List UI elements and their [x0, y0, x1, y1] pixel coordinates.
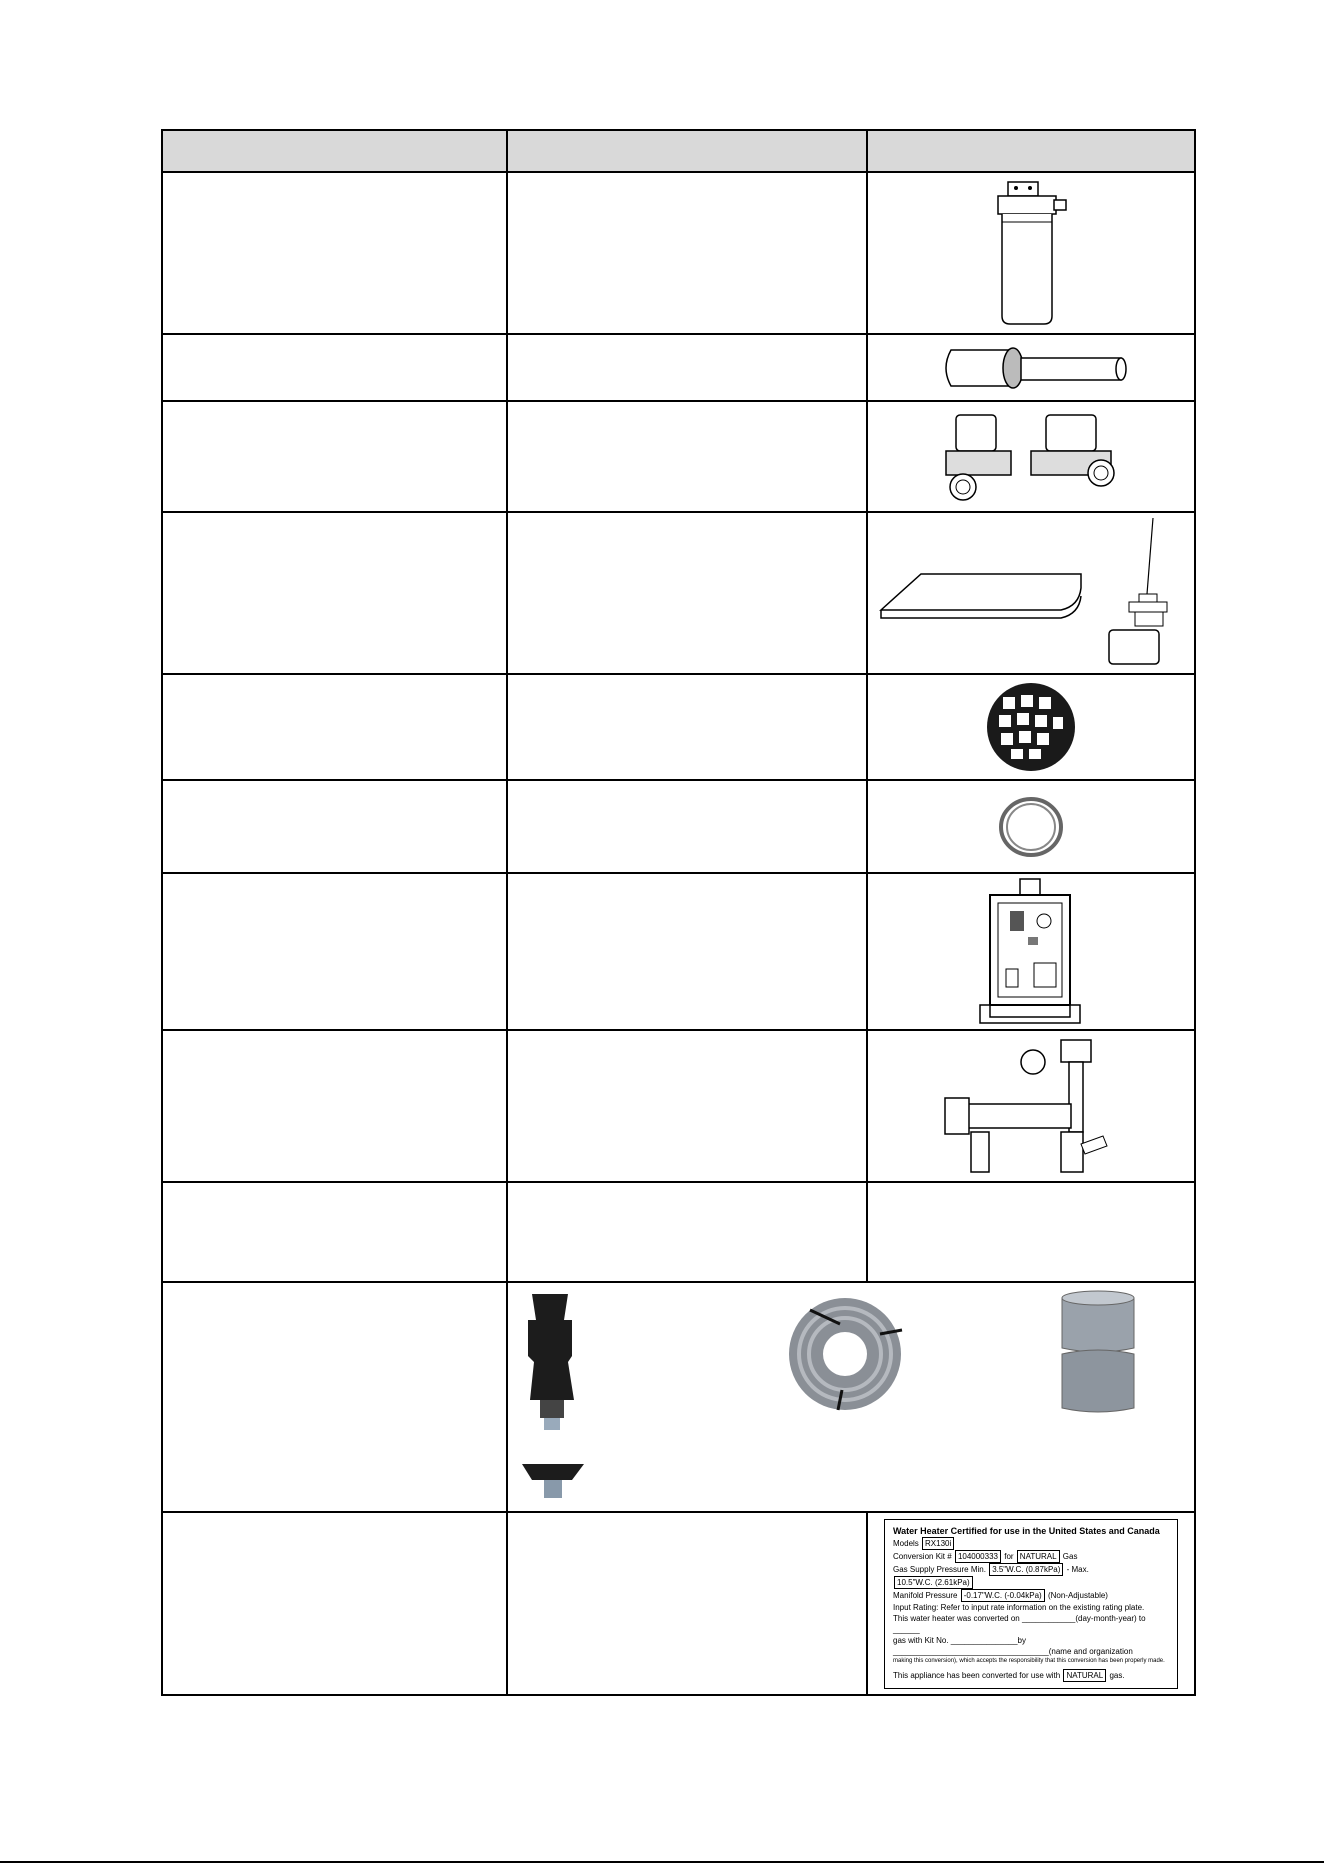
item-cell [162, 873, 507, 1030]
image-cell [867, 334, 1195, 401]
table-header-row [162, 130, 1195, 172]
description-cell [507, 512, 867, 674]
conversion-label-image [868, 1519, 1194, 1689]
converted-for-post: gas. [1109, 1670, 1125, 1680]
item-cell [162, 334, 507, 401]
image-cell [867, 1512, 1195, 1695]
image-cell [867, 1030, 1195, 1182]
label-supply-line [893, 1563, 1169, 1589]
item-cell [162, 172, 507, 334]
parts-table-sheet [161, 129, 1194, 1696]
models-label: Models [893, 1538, 919, 1548]
min-label: Min. [970, 1564, 986, 1574]
manifold-value: -0.17"W.C. (-0.04kPa) [961, 1589, 1045, 1602]
image-cell [867, 172, 1195, 334]
manifold-label: Manifold Pressure [893, 1590, 958, 1600]
strainer-illustration [868, 340, 1194, 396]
min-value: 3.5"W.C. (0.87kPa) [989, 1563, 1063, 1576]
table-row [162, 780, 1195, 873]
description-cell [507, 172, 867, 334]
header-cell-1 [162, 130, 507, 172]
vent-coupler-illustration [1048, 1288, 1148, 1422]
table-row [162, 1030, 1195, 1182]
description-cell [507, 1512, 867, 1695]
item-cell [162, 512, 507, 674]
converted-for-gas: NATURAL [1063, 1669, 1106, 1682]
header-cell-3 [867, 130, 1195, 172]
table-row [162, 873, 1195, 1030]
item-cell [162, 1512, 507, 1695]
converted-for-pre: This appliance has been converted for use with [893, 1670, 1061, 1680]
table-row [162, 1182, 1195, 1282]
converted-for-line [893, 1669, 1169, 1682]
image-cell [867, 512, 1195, 674]
supply-label: Gas Supply Pressure [893, 1564, 969, 1574]
kit-label: Conversion Kit # [893, 1551, 952, 1561]
converted-on-line: This water heater was converted on ____________(day-month-year) to ______ [893, 1613, 1146, 1634]
wire-coil-illustration [868, 792, 1194, 862]
item-cell [162, 401, 507, 512]
description-cell [507, 780, 867, 873]
vent-hose-coil-illustration [780, 1294, 910, 1414]
description-cell [507, 1182, 867, 1282]
item-cell [162, 1282, 507, 1512]
models-value: RX130i [922, 1537, 954, 1550]
label-kit-line [893, 1550, 1169, 1563]
image-cell [867, 780, 1195, 873]
input-rating-line: Input Rating: Refer to input rate information on the existing rating plate. [893, 1602, 1145, 1612]
image-cell [867, 1182, 1195, 1282]
description-cell [507, 674, 867, 780]
grille-cap-illustration [868, 677, 1194, 777]
non-adjustable-note: (Non-Adjustable) [1047, 1590, 1108, 1600]
vent-terminal-illustration [518, 1290, 588, 1504]
table-row [162, 1512, 1195, 1695]
table-row [162, 674, 1195, 780]
image-cell [867, 674, 1195, 780]
vent-parts-cell [507, 1282, 1195, 1512]
table-row [162, 172, 1195, 334]
solenoid-valves-illustration [868, 407, 1194, 507]
item-cell [162, 1182, 507, 1282]
conversion-label-plate [884, 1519, 1178, 1689]
label-models-line [893, 1537, 1169, 1550]
kit-value: 104000333 [955, 1550, 1001, 1563]
item-cell [162, 1030, 507, 1182]
label-title: Water Heater Certified for use in the United States and Canada [893, 1525, 1160, 1536]
responsibility-line: making this conversion), which accepts the responsibility that this conversion has been properly made. [893, 1657, 1165, 1664]
valve-assembly-illustration [868, 1032, 1194, 1180]
item-cell [162, 780, 507, 873]
max-label: - Max. [1066, 1564, 1089, 1574]
item-cell [162, 674, 507, 780]
description-cell [507, 1030, 867, 1182]
footer-rule [0, 1861, 1324, 1863]
parts-table [161, 129, 1196, 1696]
header-cell-2 [507, 130, 867, 172]
for-label: for [1004, 1551, 1014, 1561]
drain-pan-illustration [868, 514, 1194, 672]
max-value: 10.5"W.C. (2.61kPa) [894, 1576, 973, 1589]
table-row [162, 512, 1195, 674]
gas-label: Gas [1062, 1551, 1078, 1561]
image-cell [867, 401, 1195, 512]
description-cell [507, 334, 867, 401]
label-manifold-line [893, 1589, 1169, 1602]
pcb-box-illustration [868, 877, 1194, 1027]
gas-type: NATURAL [1017, 1550, 1060, 1563]
gas-with-kit-line: gas with Kit No. _______________by ___________________________________(name and organization [893, 1635, 1133, 1656]
table-row [162, 401, 1195, 512]
table-row [162, 334, 1195, 401]
description-cell [507, 873, 867, 1030]
filter-housing-illustration [868, 178, 1194, 328]
image-cell [867, 873, 1195, 1030]
description-cell [507, 401, 867, 512]
table-row [162, 1282, 1195, 1512]
